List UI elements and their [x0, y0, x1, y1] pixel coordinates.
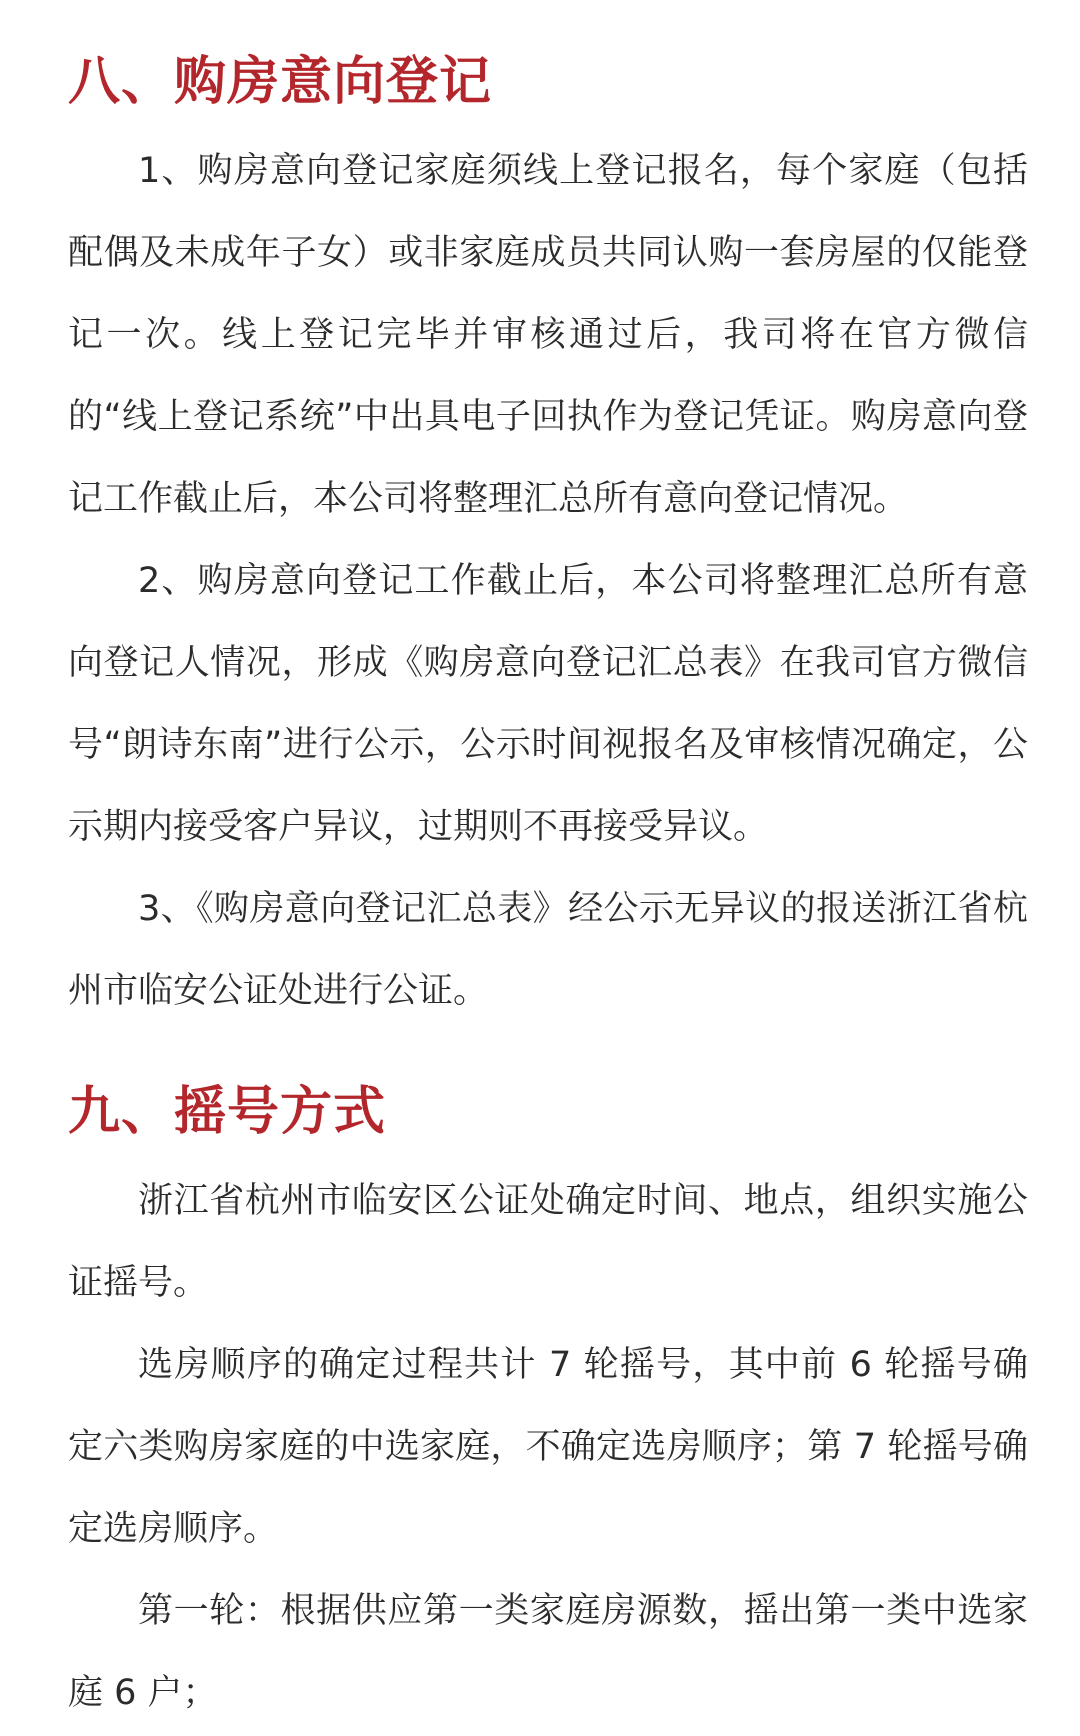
paragraph: 2、购房意向登记工作截止后，本公司将整理汇总所有意向登记人情况，形成《购房意向登记汇总表》在我司官方微信号“朗诗东南”进行公示，公示时间视报名及审核情况确定，公示期内接受客户异议，过期则不再接受异议。 — [68, 561, 1028, 847]
section-heading-registration: 八、购房意向登记 — [68, 52, 493, 112]
paragraph: 1、购房意向登记家庭须线上登记报名，每个家庭（包括配偶及未成年子女）或非家庭成员共同认购一套房屋的仅能登记一次。线上登记完毕并审核通过后，我司将在官方微信的“线上登记系统”中出具电子回执作为登记凭证。购房意向登记工作截止后，本公司将整理汇总所有意向登记情况。 — [68, 151, 1028, 519]
section-body-lottery — [68, 1160, 1028, 1734]
paragraph: 选房顺序的确定过程共计 7 轮摇号，其中前 6 轮摇号确定六类购房家庭的中选家庭，不确定选房顺序；第 7 轮摇号确定选房顺序。 — [68, 1345, 1028, 1549]
paragraph: 3、《购房意向登记汇总表》经公示无异议的报送浙江省杭州市临安公证处进行公证。 — [68, 889, 1028, 1011]
section-heading-lottery: 九、摇号方式 — [68, 1082, 387, 1142]
paragraph: 第一轮：根据供应第一类家庭房源数，摇出第一类中选家庭 6 户； — [68, 1591, 1028, 1713]
paragraph: 浙江省杭州市临安区公证处确定时间、地点，组织实施公证摇号。 — [68, 1181, 1028, 1303]
section-body-registration — [68, 130, 1028, 1032]
